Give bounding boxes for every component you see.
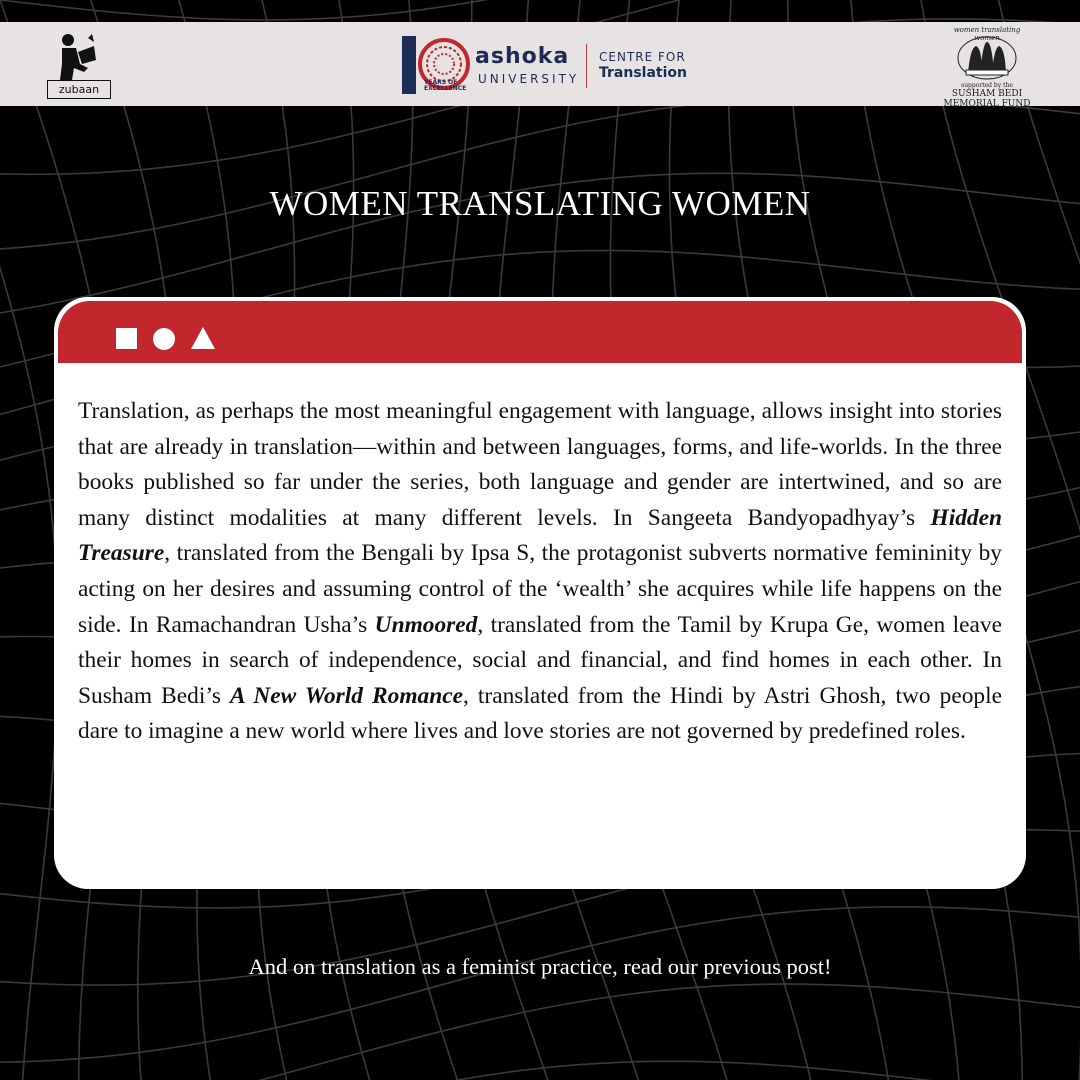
logo-divider — [586, 44, 587, 88]
university-wordmark: UNIVERSITY — [478, 72, 580, 86]
fund-logo-caption — [942, 82, 1032, 109]
susham-bedi-memorial-fund-logo — [942, 24, 1032, 109]
footer-call-to-action: And on translation as a feminist practice, read our previous post! — [248, 954, 832, 979]
book-title-hidden-treasure: Hidden Treasure — [78, 504, 1002, 567]
grid-line — [0, 984, 1080, 1080]
ashoka-wordmark: ashoka — [475, 44, 570, 69]
ashoka-university-logo — [398, 32, 698, 98]
grid-line — [0, 1061, 1080, 1080]
page-title: WOMEN TRANSLATING WOMEN — [269, 184, 811, 223]
grid-line — [0, 96, 1080, 249]
triangle-icon — [191, 327, 215, 349]
circle-icon — [153, 328, 175, 350]
card-header-bar — [58, 301, 1022, 363]
body-text-part: , translated from the Tamil by Krupa Ge, women leave their homes in search of independence, social and financial, and find homes in each other. In Susham Bedi’s — [78, 611, 1002, 709]
fund-logo-arc-text: women translating women — [953, 26, 1021, 42]
years-of-excellence-caption: YEARS OF EXCELLENCE — [424, 79, 467, 92]
fund-name-line1: SUSHAM BEDI — [951, 89, 1023, 99]
body-text-part: Translation, as perhaps the most meaningful engagement with language, allows insight into stories that are already in translation—within and between languages, forms, and life-worlds. In the three books published so far under the series, both language and gender are intertwined, and so are many distinct modalities at many different levels. In Sangeeta Bandyopadhyay’s — [78, 398, 1002, 531]
zubaan-wordmark: zubaan — [47, 80, 111, 99]
fund-name-line2: MEMORIAL FUND — [943, 99, 1031, 109]
square-icon — [116, 328, 137, 349]
book-title-a-new-world-romance: A New World Romance — [230, 682, 463, 709]
grid-line — [0, 0, 58, 1080]
body-text-part: , translated from the Hindi by Astri Ghosh, two people dare to imagine a new world where lives and love stories are not governed by predefined roles. — [78, 682, 1002, 745]
centre-for-label: CENTRE FOR — [599, 50, 686, 64]
grid-line — [0, 907, 1080, 1062]
body-text-part: , translated from the Bengali by Ipsa S, the protagonist subverts normative femininity by acting on her desires and assuming control of the ‘wealth’ she acquires while life happens on the side. In Ramachandran Usha’s — [78, 540, 1002, 638]
supported-by-label: supported by the — [961, 82, 1013, 89]
book-title-unmoored: Unmoored — [374, 611, 478, 638]
logo-header-bar — [0, 22, 1080, 109]
card-body-text — [78, 394, 1002, 750]
description-card — [54, 297, 1026, 889]
grid-line — [0, 0, 1080, 20]
centre-name-label: Translation — [599, 65, 687, 81]
three-women-reading-icon — [956, 34, 1018, 80]
